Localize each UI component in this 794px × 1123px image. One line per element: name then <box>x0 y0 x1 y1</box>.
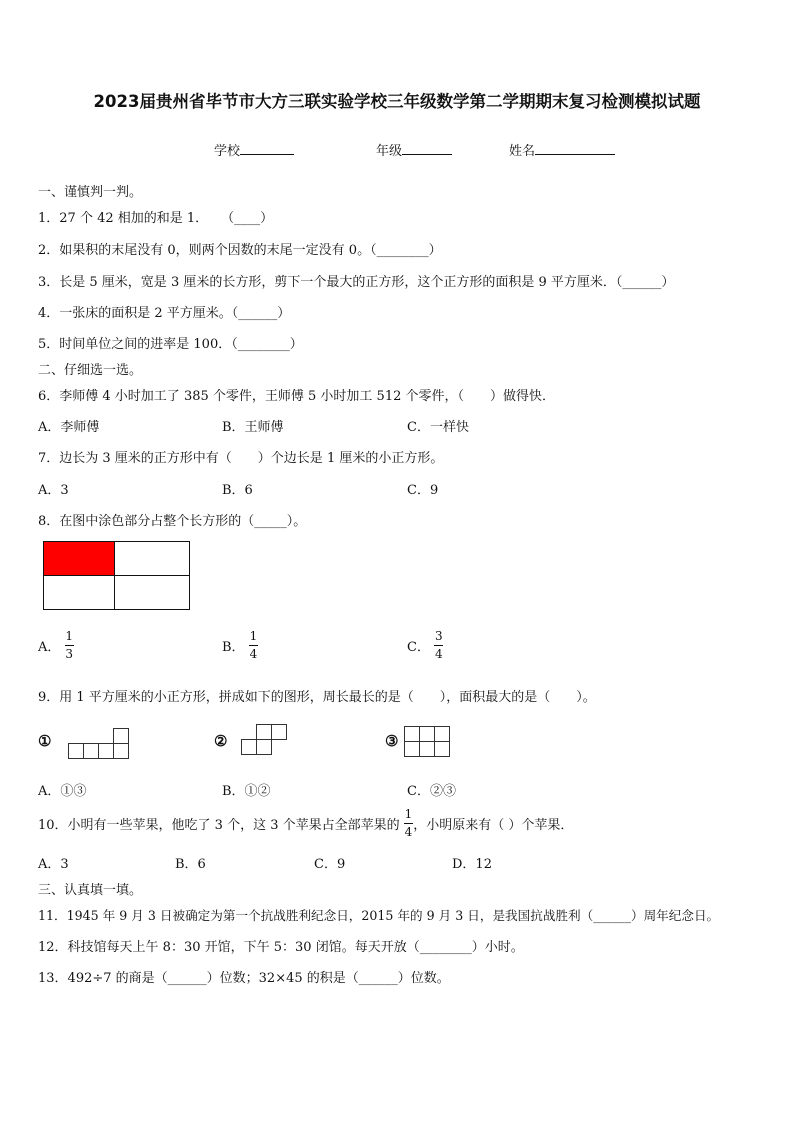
name-label: 姓名 <box>509 144 536 159</box>
q8-option-a-fraction <box>64 630 74 661</box>
fraction-numerator: 3 <box>434 629 443 643</box>
grade-field <box>376 140 452 159</box>
question-5: 5．时间单位之间的进率是 100．（________） <box>38 337 303 352</box>
figure-1-squares <box>68 727 132 759</box>
question-10-text-before: 10．小明有一些苹果，他吃了 3 个，这 3 个苹果占全部苹果的 <box>38 818 400 833</box>
q7-option-b[interactable]: B．6 <box>222 483 253 498</box>
question-9: 9．用 1 平方厘米的小正方形，拼成如下的图形，周长最长的是（ ），面积最大的是（ ）。 <box>38 690 596 705</box>
shaded-rectangle-figure <box>43 541 191 611</box>
q8-option-c[interactable] <box>407 630 444 661</box>
question-2: 2．如果积的末尾没有 0，则两个因数的末尾一定没有 0。（________） <box>38 243 442 258</box>
q10-option-d[interactable]: D．12 <box>452 857 492 872</box>
q9-option-a[interactable]: A．①③ <box>38 784 87 799</box>
q7-option-a[interactable]: A．3 <box>38 483 69 498</box>
figure-2-label: ② <box>214 732 228 750</box>
school-field <box>214 140 294 159</box>
q8-option-b-fraction <box>249 630 259 661</box>
name-field <box>509 140 615 159</box>
question-8: 8．在图中涂色部分占整个长方形的（_____）。 <box>38 514 307 529</box>
question-11: 11．1945 年 9 月 3 日被确定为第一个抗战胜利纪念日，2015 年的 9 月 3 日，是我国抗战胜利（______）周年纪念日。 <box>38 908 720 923</box>
grade-blank[interactable] <box>402 140 452 155</box>
q6-option-b[interactable]: B．王师傅 <box>222 420 284 435</box>
fraction-numerator: 1 <box>65 629 74 643</box>
q10-option-b[interactable]: B．6 <box>175 857 206 872</box>
name-blank[interactable] <box>535 140 615 155</box>
question-10-text-after: ，小明原来有（ ）个苹果． <box>413 818 574 833</box>
question-6: 6．李师傅 4 小时加工了 385 个零件，王师傅 5 小时加工 512 个零件，（ ）做得快． <box>38 389 555 404</box>
shaded-cell <box>44 542 115 576</box>
q8-option-a[interactable] <box>38 630 74 661</box>
fraction-denominator: 4 <box>434 647 443 661</box>
question-1: 1．27 个 42 相加的和是 1． （____） <box>38 211 274 226</box>
question-10 <box>38 808 573 839</box>
section-heading-2: 二、仔细选一选。 <box>38 363 143 378</box>
q8-option-c-fraction <box>434 630 444 661</box>
fraction-denominator: 3 <box>65 647 74 661</box>
school-label: 学校 <box>214 144 241 159</box>
figure-3-label: ③ <box>385 732 399 750</box>
figure-2-squares <box>241 723 291 757</box>
q9-option-b[interactable]: B．①② <box>222 784 271 799</box>
section-heading-3: 三、认真填一填。 <box>38 883 143 898</box>
fraction-numerator: 1 <box>249 629 258 643</box>
q9-option-c[interactable]: C．②③ <box>407 784 456 799</box>
q7-option-c[interactable]: C．9 <box>407 483 439 498</box>
question-7: 7．边长为 3 厘米的正方形中有（ ）个边长是 1 厘米的小正方形。 <box>38 451 444 466</box>
section-heading-1: 一、谨慎判一判。 <box>38 185 143 200</box>
figure-1-label: ① <box>38 732 52 750</box>
school-blank[interactable] <box>240 140 294 155</box>
q6-option-c[interactable]: C．一样快 <box>407 420 469 435</box>
q8-option-a-label: A． <box>38 640 61 655</box>
question-13: 13．492÷7 的商是（______）位数；32×45 的积是（______）位数。 <box>38 971 450 986</box>
q10-option-c[interactable]: C．9 <box>314 857 346 872</box>
question-10-fraction <box>404 808 414 839</box>
page-title: 2023届贵州省毕节市大方三联实验学校三年级数学第二学期期末复习检测模拟试题 <box>93 92 701 111</box>
q10-option-a[interactable]: A．3 <box>38 857 69 872</box>
fraction-denominator: 4 <box>404 825 413 839</box>
q8-option-b[interactable] <box>222 630 258 661</box>
fraction-denominator: 4 <box>249 647 258 661</box>
grade-label: 年级 <box>376 144 403 159</box>
fraction-numerator: 1 <box>404 807 413 821</box>
question-3: 3．长是 5 厘米，宽是 3 厘米的长方形，剪下一个最大的正方形，这个正方形的面积是 9 平方厘米．（______） <box>38 275 675 290</box>
q8-option-c-label: C． <box>407 640 430 655</box>
q6-option-a[interactable]: A．李师傅 <box>38 420 100 435</box>
question-12: 12．科技馆每天上午 8：30 开馆，下午 5：30 闭馆。每天开放（________）小时。 <box>38 940 524 955</box>
question-4: 4．一张床的面积是 2 平方厘米。（______） <box>38 306 291 321</box>
q8-option-b-label: B． <box>222 640 245 655</box>
figure-3-squares <box>404 726 452 758</box>
